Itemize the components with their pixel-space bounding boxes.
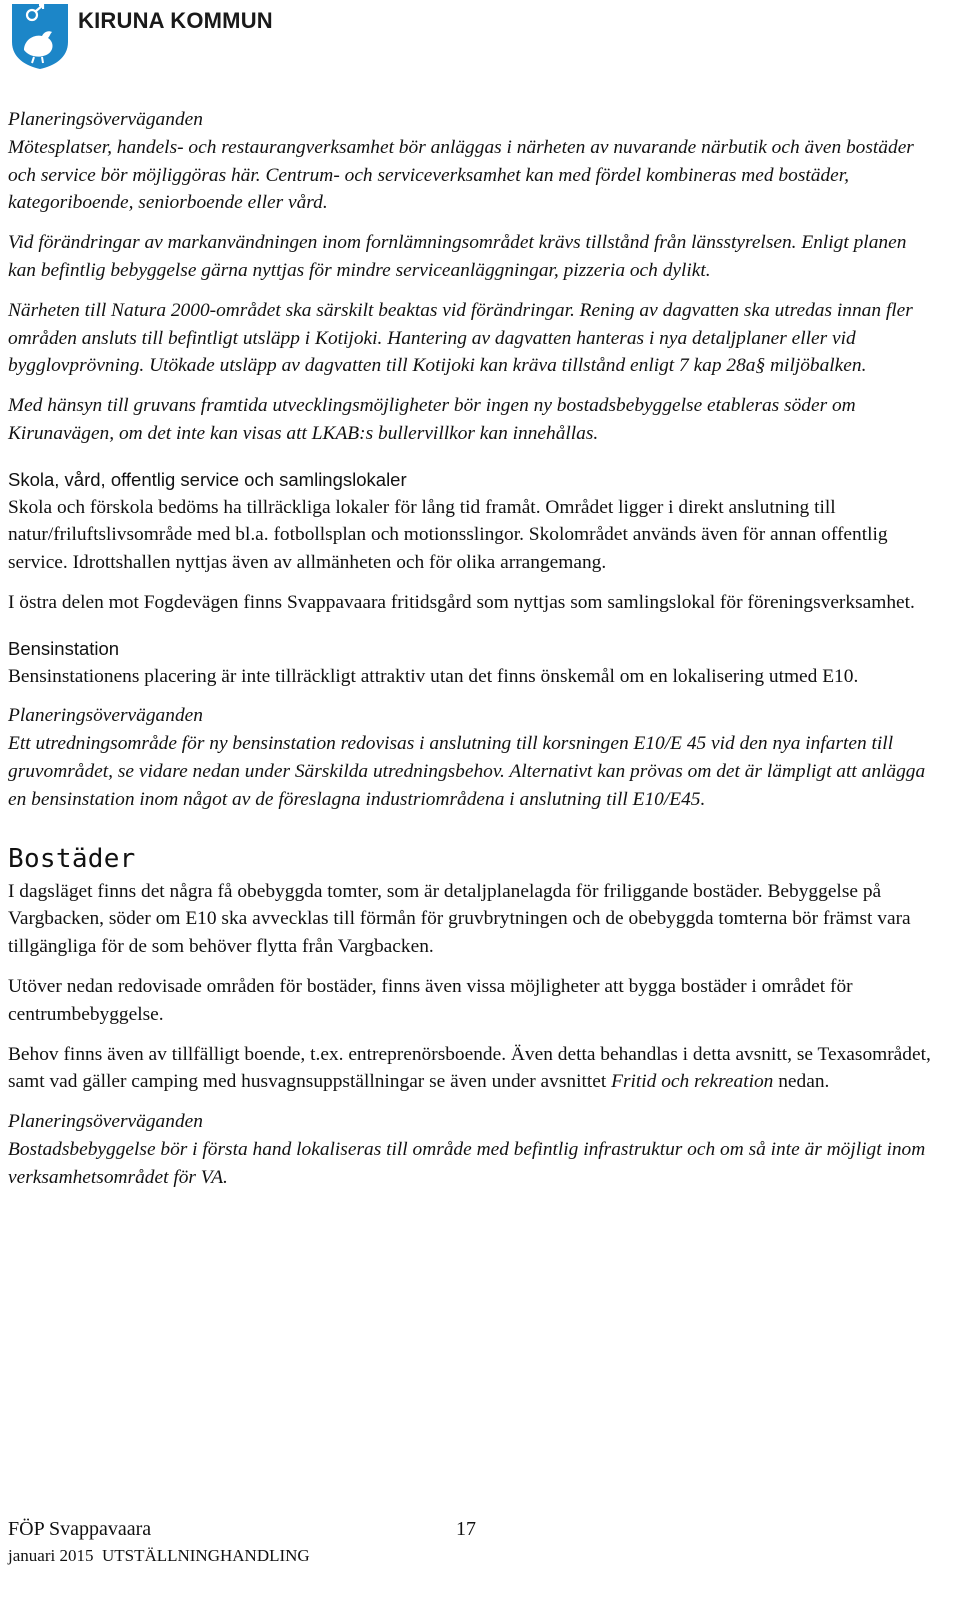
kiruna-coat-of-arms-icon (10, 2, 70, 70)
paragraph: Bensinstationens placering är inte tillräckligt attraktiv utan det finns önskemål om en lokalisering utmed E10. (8, 665, 859, 687)
paragraph: Utöver nedan redovisade områden för bostäder, finns även vissa möjligheter att bygga bostäder i området för centrumbebyggelse. (8, 975, 853, 1025)
section-school-care (8, 466, 938, 577)
paragraph: Bostadsbebyggelse bör i första hand lokaliseras till område med befintlig infrastruktur och om så inte är möjligt inom verksamhetsområdet för VA. (8, 1138, 926, 1188)
section-heading: Skola, vård, offentlig service och samlingslokaler (8, 468, 407, 490)
section-planning-considerations (8, 1108, 938, 1191)
paragraph: I östra delen mot Fogdevägen finns Svappavaara fritidsgård som nyttjas som samlingslokal för föreningsverksamhet. (8, 591, 915, 613)
paragraph (8, 1041, 938, 1097)
paragraph: Skola och förskola bedöms ha tillräckliga lokaler för lång tid framåt. Området ligger i direkt anslutning till natur/friluftslivsområde med bl.a. fotbollsplan och motionsslingor. Skolområdet används även för annan offentlig service. Idrottshallen nyttjas även av allmänheten och för olika arrangemang. (8, 496, 888, 574)
text-run: nedan. (773, 1071, 830, 1093)
paragraph: Mötesplatser, handels- och restaurangverksamhet bör anläggas i närheten av nuvarande närbutik och även bostäder och service bör möjliggöras här. Centrum- och serviceverksamhet kan med fördel kombineras med bostäder, kategoriboende, seniorboende eller vård. (8, 136, 914, 214)
section-petrol-station (8, 635, 938, 691)
subheading-planning: Planeringsöverväganden (8, 705, 203, 727)
paragraph: Vid förändringar av markanvändningen inom fornlämningsområdet krävs tillstånd från länsstyrelsen. Enligt planen kan befintlig bebyggelse gärna nyttjas för mindre serviceanläggningar, pizzeria och dylikt. (8, 232, 907, 281)
section-planning-considerations (8, 702, 938, 813)
reference-title: Fritid och rekreation (611, 1071, 774, 1093)
paragraph: I dagsläget finns det några få obebyggda tomter, som är detaljplanelagda för friliggande bostäder. Bebyggelse på Vargbacken, söder om E10 ska avvecklas till förmån för gruvbrytningen och de obebyggda tomterna bör främst vara tillgängliga för de som behöver flytta från Vargbacken. (8, 880, 911, 958)
footer-page-number: 17 (456, 1518, 476, 1540)
footer-date-status: januari 2015 UTSTÄLLNINGHANDLING (8, 1546, 310, 1565)
paragraph: Närheten till Natura 2000-området ska särskilt beaktas vid förändringar. Rening av dagvatten ska utredas innan fler områden ansluts till befintligt utsläpp i Kotijoki. Hantering av dagvatten hanteras i nya detaljplaner eller vid bygglovprövning. Utökade utsläpp av dagvatten till Kotijoki kan kräva tillstånd enligt 7 kap 28a§ miljöbalken. (8, 299, 913, 377)
chapter-heading-housing: Bostäder (8, 843, 136, 874)
paragraph: Med hänsyn till gruvans framtida utvecklingsmöjligheter bör ingen ny bostadsbebyggelse etableras söder om Kirunavägen, om det inte kan visas att LKAB:s bullervillkor kan innehållas. (8, 395, 856, 444)
section-planning-considerations (8, 106, 938, 217)
document-body (8, 106, 938, 1204)
organization-name: KIRUNA KOMMUN (78, 8, 273, 33)
subheading-planning: Planeringsöverväganden (8, 109, 203, 130)
text-run: Behov finns även av tillfälligt boende, t.ex. entreprenörsboende. Även detta behandlas i detta avsnitt, se Texasområdet, samt vad gäller camping med husvagnsuppställningar se även under avsnittet (8, 1043, 931, 1093)
footer-document-title: FÖP Svappavaara (8, 1518, 152, 1540)
paragraph: Ett utredningsområde för ny bensinstation redovisas i anslutning till korsningen E10/E 45 vid den nya infarten till gruvområdet, se vidare nedan under Särskilda utredningsbehov. Alternativt kan prövas om det är lämpligt att anlägga en bensinstation inom något av de föreslagna industriområdena i anslutning till E10/E45. (8, 733, 926, 810)
section-heading: Bensinstation (8, 637, 120, 659)
subheading-planning: Planeringsöverväganden (8, 1111, 203, 1133)
